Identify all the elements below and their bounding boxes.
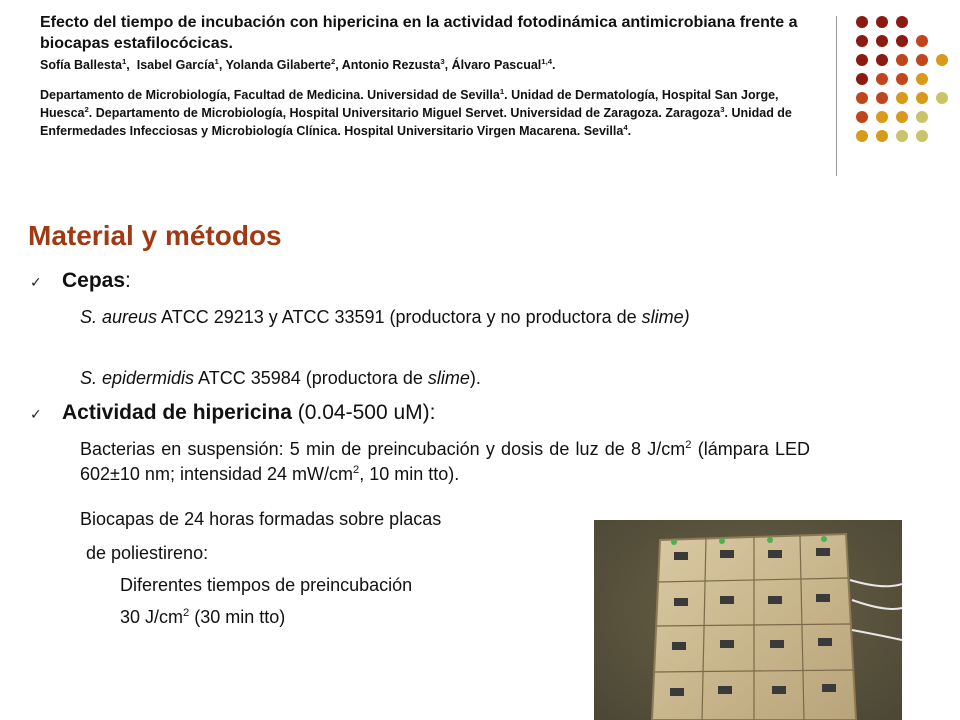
decor-dot — [876, 111, 888, 123]
affiliation-sup: 4 — [623, 122, 628, 132]
superscript: 2 — [353, 464, 360, 476]
section-title: Material y métodos — [28, 220, 282, 251]
decor-dot — [876, 16, 888, 28]
biofilm-line-1: Biocapas de 24 horas formadas sobre placas — [80, 509, 442, 529]
affiliation-sup: 2 — [84, 104, 89, 114]
dose-text: 30 J/cm — [120, 607, 184, 627]
bullet-label: Cepas — [62, 269, 126, 292]
strain-epidermidis — [80, 366, 800, 391]
strain-text: ATCC 29213 y ATCC 33591 (productora y no productora de — [157, 307, 642, 327]
decor-dot — [936, 54, 948, 66]
checkmark-icon: ✓ — [30, 406, 42, 422]
bullet-colon: : — [125, 269, 131, 292]
decor-dot — [936, 92, 948, 104]
species-name: S. aureus — [80, 307, 158, 327]
affiliation-text: Departamento de Microbiología, Hospital Universitario Miguel Servet. Universidad de Zaragoza. Zaragoza — [95, 106, 721, 120]
decor-dot — [856, 130, 868, 142]
decor-dot — [856, 111, 868, 123]
decor-dot — [876, 130, 888, 142]
decor-dot — [876, 54, 888, 66]
decor-dot — [856, 92, 868, 104]
suspension-text: , 10 min tto). — [359, 464, 460, 484]
author-sup: 2 — [330, 56, 336, 66]
close-paren: ). — [469, 368, 481, 388]
sub-item-dose — [120, 605, 600, 630]
decor-dot — [856, 73, 868, 85]
affiliations: Departamento de Microbiología, Facultad de Medicina. Universidad de Sevilla$^1$. Unidad de Dermatología, Hospital San Jorge, Huesca$^2$. Departamento de Microbiología, Hospital Universitario Miguel Servet. Universidad de Zaragoza. Zaragoza$^3$. Unidad de Enfermedades Infecciosas y Microbiología Clínica. Hospital Universitario Virgen Macarena. Sevilla$^4$. — [40, 86, 792, 138]
dose-text: (30 min tto) — [189, 607, 286, 627]
decor-dot — [876, 73, 888, 85]
suspension-text: Bacterias en suspensión: 5 min de preincubación y dosis de luz de 8 J/cm — [80, 439, 686, 459]
header — [40, 12, 830, 140]
slime-term: slime — [427, 368, 470, 388]
decor-dot — [916, 35, 928, 47]
superscript: 2 — [685, 439, 692, 451]
decor-dot — [856, 16, 868, 28]
affiliation-text: Unidad de Dermatología, Hospital San Jorge, Huesca — [40, 88, 779, 120]
checkmark-icon: ✓ — [30, 274, 42, 290]
author-name: Antonio Rezusta — [341, 58, 441, 72]
author-name: Isabel García — [136, 58, 215, 72]
decor-dot — [856, 35, 868, 47]
led-plate-photo — [594, 520, 902, 720]
decor-dot — [916, 54, 928, 66]
strain-aureus — [80, 305, 800, 330]
decor-dot — [916, 73, 928, 85]
decor-dot — [856, 54, 868, 66]
strain-text: ATCC 35984 (productora de — [194, 368, 428, 388]
decor-dot — [896, 73, 908, 85]
decor-dot — [916, 111, 928, 123]
author-sup: 3 — [440, 56, 445, 66]
close-paren: ) — [683, 307, 690, 327]
decor-dot — [896, 54, 908, 66]
decor-dot — [896, 130, 908, 142]
decor-dot — [896, 111, 908, 123]
decor-dot — [916, 130, 928, 142]
author-name: Sofía Ballesta — [40, 58, 122, 72]
affiliation-text: Unidad de Enfermedades Infecciosas y Microbiología Clínica. Hospital Universitario Virgen Macarena. Sevilla — [40, 106, 792, 138]
affiliation-sup: 3 — [720, 104, 725, 114]
decor-dot — [896, 92, 908, 104]
suspension-paragraph — [80, 437, 810, 487]
decor-dot — [876, 35, 888, 47]
decor-dot — [876, 92, 888, 104]
decorative-dot-grid — [852, 14, 948, 154]
superscript: 2 — [183, 607, 190, 619]
species-name: S. epidermidis — [80, 368, 195, 388]
bullet-label: Actividad de hipericina — [62, 401, 292, 424]
affiliation-sup: 1 — [499, 86, 505, 96]
author-name: Álvaro Pascual — [451, 58, 542, 72]
concentration-range: (0.04-500 uM): — [291, 401, 436, 424]
bullet-cepas — [30, 268, 131, 295]
decor-dot — [916, 92, 928, 104]
slime-term: slime — [641, 307, 684, 327]
author-sup: 1 — [121, 56, 127, 66]
decor-dot — [896, 35, 908, 47]
affiliation-text: Departamento de Microbiología, Facultad de Medicina. Universidad de Sevilla — [40, 88, 500, 102]
bullet-actividad — [30, 400, 435, 427]
sub-item-preincubation: Diferentes tiempos de preincubación — [120, 575, 413, 595]
header-divider — [836, 16, 837, 176]
author-sup: 1 — [214, 56, 219, 66]
decor-dot — [896, 16, 908, 28]
led-plate-illustration — [594, 520, 902, 720]
biofilm-line-2: de poliestireno: — [86, 543, 209, 563]
suspension-text: (lámpara LED 602±10 nm; intensidad 24 mW/cm — [80, 439, 810, 484]
author-sup: 1,4 — [541, 56, 553, 66]
paper-title: Efecto del tiempo de incubación con hipericina en la actividad fotodinámica antimicrobiana frente a biocapas estafilocócicas. — [40, 14, 798, 52]
author-name: Yolanda Gilaberte — [225, 58, 331, 72]
author-list: Sofía Ballesta$^1$, Isabel García$^1$, Yolanda Gilaberte$^2$, Antonio Rezusta$^3$, Álvaro Pascual$^{1,4}$. — [40, 56, 556, 72]
